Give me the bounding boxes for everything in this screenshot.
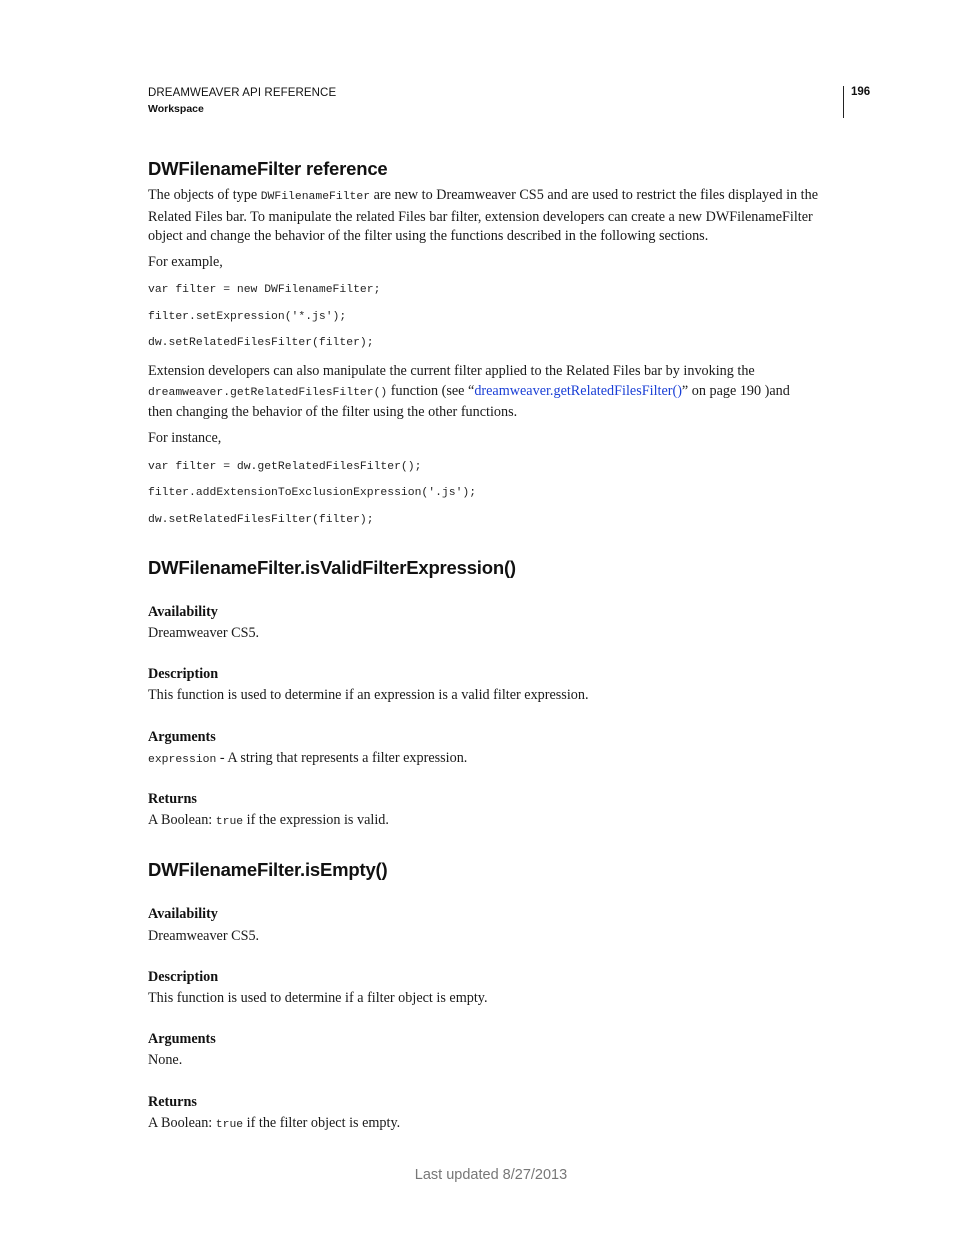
code-line: filter.addExtensionToExclusionExpression('.js'); xyxy=(148,487,477,499)
intro-line-3: object and change the behavior of the filter using the functions described in the following sections. xyxy=(148,228,709,244)
description-label: Description xyxy=(148,969,219,985)
last-updated-footer: Last updated 8/27/2013 xyxy=(414,1167,568,1183)
availability-value: Dreamweaver CS5. xyxy=(148,928,260,944)
description-value: This function is used to determine if an expression is a valid filter expression. xyxy=(148,687,589,703)
section-title-isvalidfilterexpression: DWFilenameFilter.isValidFilterExpression() xyxy=(148,557,516,578)
section-title-isempty: DWFilenameFilter.isEmpty() xyxy=(148,859,388,880)
running-header-section: Workspace xyxy=(148,103,204,115)
availability-label: Availability xyxy=(148,906,218,922)
availability-label: Availability xyxy=(148,604,218,620)
inline-code-expression: expression xyxy=(148,754,217,766)
returns-label: Returns xyxy=(148,791,197,807)
returns-value: A Boolean: true if the filter object is empty. xyxy=(148,1115,401,1131)
inline-code-getrelatedfilesfilter: dreamweaver.getRelatedFilesFilter() xyxy=(148,386,388,399)
header-divider xyxy=(843,86,844,118)
inline-code-true: true xyxy=(215,1119,244,1131)
for-example-text: For example, xyxy=(148,254,223,270)
code-line: dw.setRelatedFilesFilter(filter); xyxy=(148,337,374,349)
arguments-label: Arguments xyxy=(148,729,216,745)
running-header-title: DREAMWEAVER API REFERENCE xyxy=(148,87,337,99)
code-line: filter.setExpression('*.js'); xyxy=(148,311,347,323)
page-number: 196 xyxy=(851,86,871,98)
description-label: Description xyxy=(148,666,219,682)
for-instance-text: For instance, xyxy=(148,430,222,446)
description-value: This function is used to determine if a filter object is empty. xyxy=(148,990,488,1006)
code-line: var filter = new DWFilenameFilter; xyxy=(148,284,381,296)
manipulate-line-1: Extension developers can also manipulate the current filter applied to the Related Files bar by invoking the xyxy=(148,363,755,379)
manipulate-line-2: dreamweaver.getRelatedFilesFilter() function (see “dreamweaver.getRelatedFilesFilter()” on page 190 )and xyxy=(148,382,790,399)
code-line: dw.setRelatedFilesFilter(filter); xyxy=(148,514,374,526)
arguments-value: None. xyxy=(148,1052,183,1068)
availability-value: Dreamweaver CS5. xyxy=(148,625,260,641)
intro-line-2: Related Files bar. To manipulate the related Files bar filter, extension developers can create a new DWFilenameFilter xyxy=(148,208,813,225)
link-getrelatedfilesfilter[interactable]: dreamweaver.getRelatedFilesFilter() xyxy=(474,382,682,399)
code-line: var filter = dw.getRelatedFilesFilter(); xyxy=(148,461,422,473)
returns-label: Returns xyxy=(148,1094,197,1110)
inline-code-dwfilenamefilter: DWFilenameFilter xyxy=(260,191,371,203)
inline-code-true: true xyxy=(215,816,244,828)
manipulate-line-3: then changing the behavior of the filter using the other functions. xyxy=(148,404,518,420)
arguments-value: expression - A string that represents a filter expression. xyxy=(148,750,468,766)
manipulate-paragraph xyxy=(148,362,848,423)
section-title-dwfilenamefilter-reference: DWFilenameFilter reference xyxy=(148,158,388,179)
intro-paragraph xyxy=(148,186,848,247)
returns-value: A Boolean: true if the expression is valid. xyxy=(148,812,389,828)
intro-line-1: The objects of type DWFilenameFilter are new to Dreamweaver CS5 and are used to restrict the files displayed in the xyxy=(148,187,818,203)
arguments-label: Arguments xyxy=(148,1031,216,1047)
